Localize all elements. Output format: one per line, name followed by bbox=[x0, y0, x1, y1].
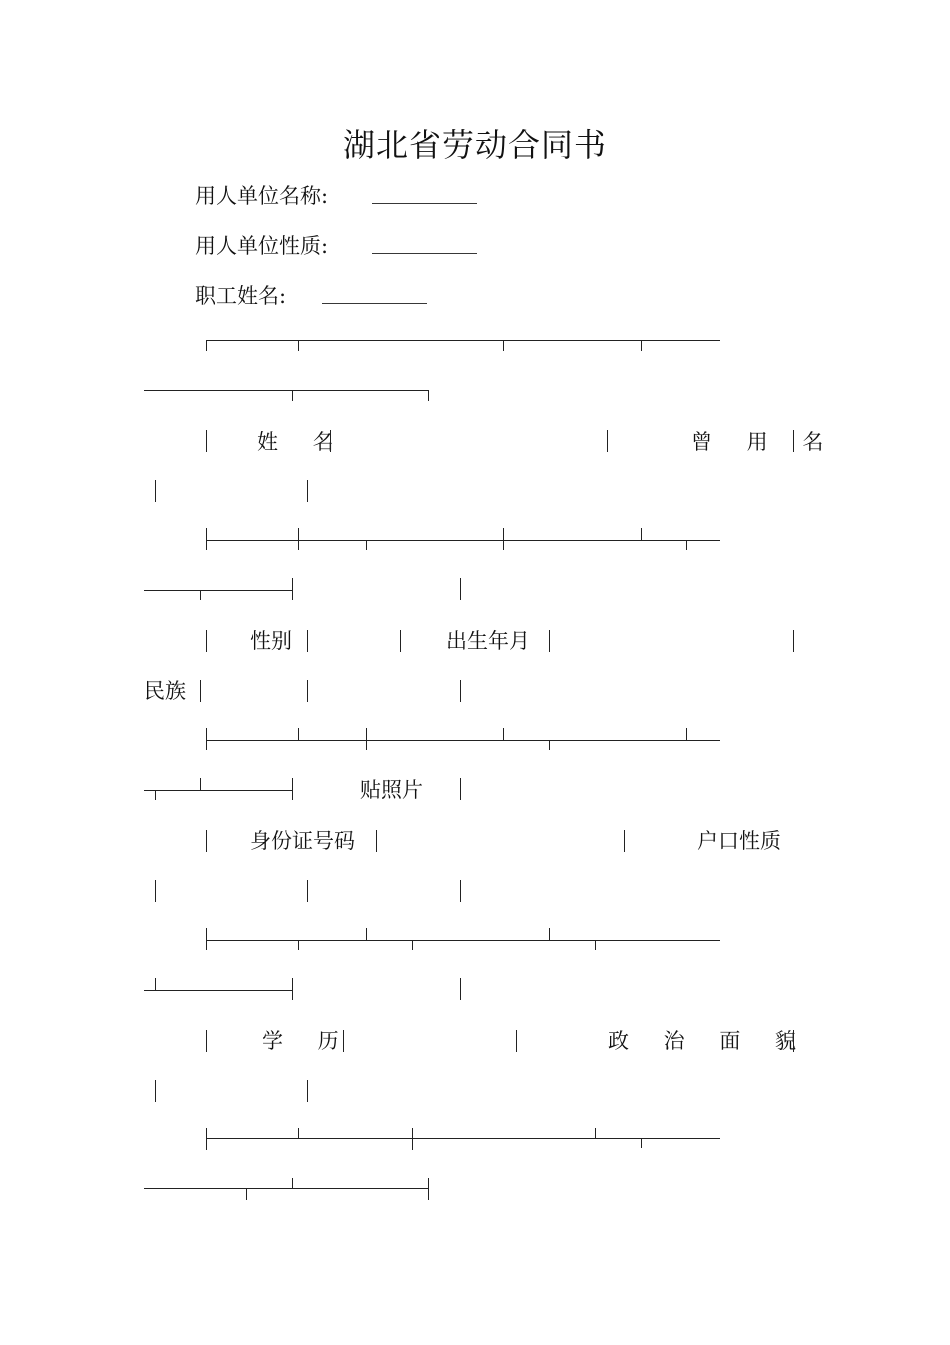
employee-name-label: 职工姓名: bbox=[195, 284, 287, 308]
table-tick bbox=[246, 1188, 247, 1200]
photo-placeholder-label: 贴照片 bbox=[360, 778, 423, 802]
table-tick bbox=[686, 540, 687, 550]
cell-divider bbox=[607, 430, 608, 452]
table-tick bbox=[503, 528, 504, 550]
employee-name-blank[interactable]: __________ bbox=[322, 280, 427, 304]
cell-divider bbox=[307, 630, 308, 652]
table-tick bbox=[412, 1128, 413, 1150]
table-tick bbox=[298, 940, 299, 950]
education-label: 学 历 bbox=[262, 1029, 353, 1053]
cell-divider bbox=[307, 680, 308, 702]
table-tick bbox=[641, 1138, 642, 1148]
table-border bbox=[144, 990, 292, 991]
table-border bbox=[206, 340, 720, 341]
cell-divider bbox=[793, 630, 794, 652]
table-tick bbox=[412, 940, 413, 950]
table-tick bbox=[298, 1128, 299, 1138]
ethnicity-label: 民族 bbox=[144, 679, 186, 703]
cell-divider bbox=[460, 680, 461, 702]
cell-divider bbox=[460, 578, 461, 600]
table-tick bbox=[200, 778, 201, 790]
cell-divider bbox=[624, 830, 625, 852]
employer-name-blank[interactable]: __________ bbox=[372, 180, 477, 204]
birth-date-label: 出生年月 bbox=[446, 629, 530, 653]
cell-divider bbox=[155, 880, 156, 902]
table-tick bbox=[206, 1128, 207, 1150]
cell-divider bbox=[793, 430, 794, 452]
table-tick bbox=[200, 590, 201, 600]
table-tick bbox=[292, 978, 293, 1000]
document-title: 湖北省劳动合同书 bbox=[342, 126, 607, 164]
table-tick bbox=[155, 978, 156, 990]
cell-divider bbox=[206, 430, 207, 452]
hukou-type-label: 户口性质 bbox=[697, 829, 781, 853]
table-border bbox=[144, 590, 292, 591]
cell-divider bbox=[400, 630, 401, 652]
cell-divider bbox=[155, 1080, 156, 1102]
table-tick bbox=[155, 790, 156, 800]
political-status-label: 政 治 面 貌 bbox=[608, 1029, 811, 1053]
table-border bbox=[144, 790, 292, 791]
table-tick bbox=[641, 528, 642, 540]
name-label: 姓 名 bbox=[257, 430, 348, 454]
table-tick bbox=[206, 928, 207, 950]
cell-divider bbox=[793, 1030, 794, 1052]
table-tick bbox=[549, 928, 550, 940]
table-tick bbox=[366, 928, 367, 940]
table-tick bbox=[503, 728, 504, 740]
cell-divider bbox=[206, 830, 207, 852]
cell-divider bbox=[460, 880, 461, 902]
table-border bbox=[144, 390, 429, 391]
table-tick bbox=[298, 728, 299, 740]
table-tick bbox=[292, 1178, 293, 1188]
employer-type-blank[interactable]: __________ bbox=[372, 230, 477, 254]
table-tick bbox=[292, 390, 293, 401]
cell-divider bbox=[307, 1080, 308, 1102]
gender-label: 性别 bbox=[250, 629, 292, 653]
table-border bbox=[144, 1188, 429, 1189]
cell-divider bbox=[307, 880, 308, 902]
table-tick bbox=[206, 528, 207, 550]
table-tick bbox=[686, 728, 687, 740]
cell-divider bbox=[549, 630, 550, 652]
cell-divider bbox=[200, 680, 201, 702]
cell-divider bbox=[155, 480, 156, 502]
table-tick bbox=[428, 1178, 429, 1200]
cell-divider bbox=[206, 630, 207, 652]
table-tick bbox=[503, 340, 504, 351]
table-tick bbox=[206, 340, 207, 351]
cell-divider bbox=[460, 978, 461, 1000]
cell-divider bbox=[516, 1030, 517, 1052]
employer-name-label: 用人单位名称: bbox=[195, 184, 329, 208]
table-tick bbox=[595, 1128, 596, 1138]
table-tick bbox=[298, 528, 299, 550]
table-border bbox=[206, 940, 720, 941]
table-tick bbox=[366, 540, 367, 550]
cell-divider bbox=[343, 1030, 344, 1052]
table-tick bbox=[298, 340, 299, 351]
id-number-label: 身份证号码 bbox=[250, 829, 355, 853]
table-border bbox=[206, 1138, 720, 1139]
table-tick bbox=[428, 390, 429, 401]
cell-divider bbox=[307, 480, 308, 502]
table-tick bbox=[292, 778, 293, 800]
cell-divider bbox=[376, 830, 377, 852]
employer-type-label: 用人单位性质: bbox=[195, 234, 329, 258]
table-tick bbox=[292, 578, 293, 600]
table-tick bbox=[549, 740, 550, 750]
table-tick bbox=[366, 728, 367, 750]
cell-divider bbox=[206, 1030, 207, 1052]
cell-divider bbox=[330, 430, 331, 452]
table-tick bbox=[641, 340, 642, 351]
cell-divider bbox=[460, 778, 461, 800]
table-tick bbox=[206, 728, 207, 750]
table-border bbox=[206, 540, 720, 541]
table-tick bbox=[595, 940, 596, 950]
table-border bbox=[206, 740, 720, 741]
former-name-label: 曾 用 名 bbox=[691, 430, 838, 454]
